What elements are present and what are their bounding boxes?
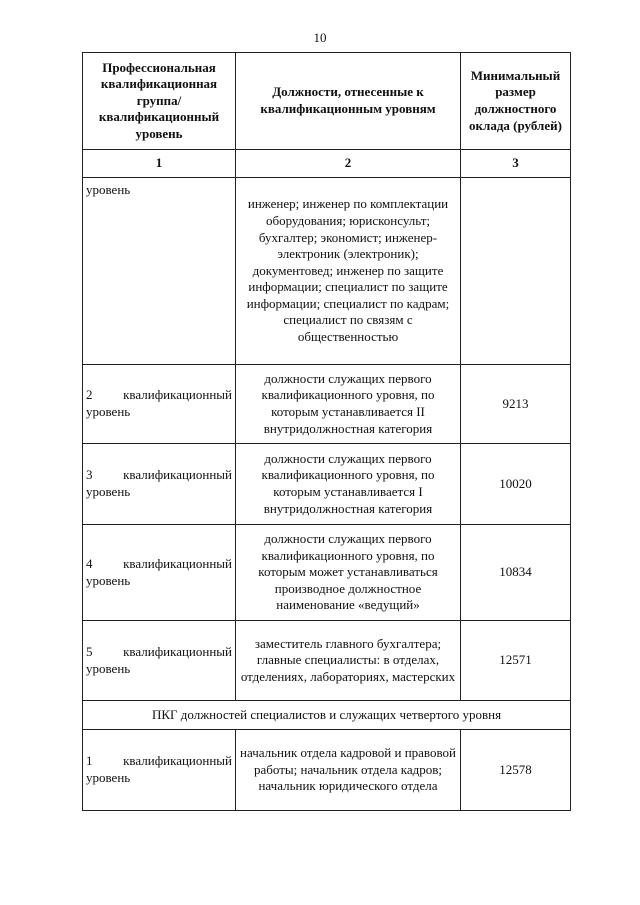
table-row	[83, 621, 571, 701]
positions-cell: инженер; инженер по комплектации оборудования; юрисконсульт; бухгалтер; экономист; инженер-электроник (электроник); документовед; инженер по защите информации; специалист по защите информации; специалист по кадрам; специалист по связям с общественностью	[236, 178, 461, 365]
table-row	[83, 444, 571, 525]
salary-cell: 9213	[461, 365, 571, 444]
header-positions: Должности, отнесенные к квалификационным уровням	[236, 53, 461, 150]
salary-cell: 10020	[461, 444, 571, 525]
level-word: квалификационный	[123, 387, 232, 403]
positions-cell: начальник отдела кадровой и правовой работы; начальник отдела кадров; начальник юридического отдела	[236, 730, 461, 811]
level-tail: уровень	[86, 484, 131, 499]
level-cell	[83, 365, 236, 444]
salary-cell	[461, 178, 571, 365]
table-header-row	[83, 53, 571, 150]
level-cell: уровень	[83, 178, 236, 365]
column-number-1: 1	[83, 150, 236, 178]
page-number: 10	[313, 30, 327, 45]
level-word: квалификационный	[123, 467, 232, 483]
positions-cell: заместитель главного бухгалтера; главные специалисты: в отделах, отделениях, лабораториях, мастерских	[236, 621, 461, 701]
level-cell	[83, 525, 236, 621]
positions-cell: должности служащих первого квалификационного уровня, по которым может устанавливаться производное должностное наименование «ведущий»	[236, 525, 461, 621]
column-number-row	[83, 150, 571, 178]
table-row	[83, 525, 571, 621]
column-number-2: 2	[236, 150, 461, 178]
level-number: 3	[86, 467, 93, 483]
table-row	[83, 730, 571, 811]
level-tail: уровень	[86, 660, 131, 676]
level-word: квалификационный	[123, 555, 232, 571]
level-number: 5	[86, 643, 93, 659]
positions-cell: должности служащих первого квалификационного уровня, по которым устанавливается I внутридолжностная категория	[236, 444, 461, 525]
table-row	[83, 178, 571, 365]
salary-cell: 10834	[461, 525, 571, 621]
level-word: квалификационный	[123, 643, 232, 659]
level-cell	[83, 730, 236, 811]
table-row	[83, 365, 571, 444]
qualification-salary-table	[82, 52, 571, 811]
column-number-3: 3	[461, 150, 571, 178]
level-cell	[83, 621, 236, 701]
salary-cell: 12578	[461, 730, 571, 811]
level-tail: уровень	[86, 572, 131, 588]
level-tail: уровень	[86, 770, 131, 785]
level-number: 1	[86, 753, 93, 769]
group-title-row	[83, 701, 571, 730]
level-number: 4	[86, 555, 93, 571]
level-tail: уровень	[86, 404, 131, 419]
salary-cell: 12571	[461, 621, 571, 701]
header-min-salary: Минимальный размер должностного оклада (рублей)	[461, 53, 571, 150]
positions-cell: должности служащих первого квалификационного уровня, по которым устанавливается II внутридолжностная категория	[236, 365, 461, 444]
level-cell	[83, 444, 236, 525]
group-title: ПКГ должностей специалистов и служащих четвертого уровня	[83, 701, 571, 730]
level-word: квалификационный	[123, 753, 232, 769]
header-qualification-group: Профессиональная квалификационная группа/ квалификационный уровень	[83, 53, 236, 150]
level-number: 2	[86, 387, 93, 403]
